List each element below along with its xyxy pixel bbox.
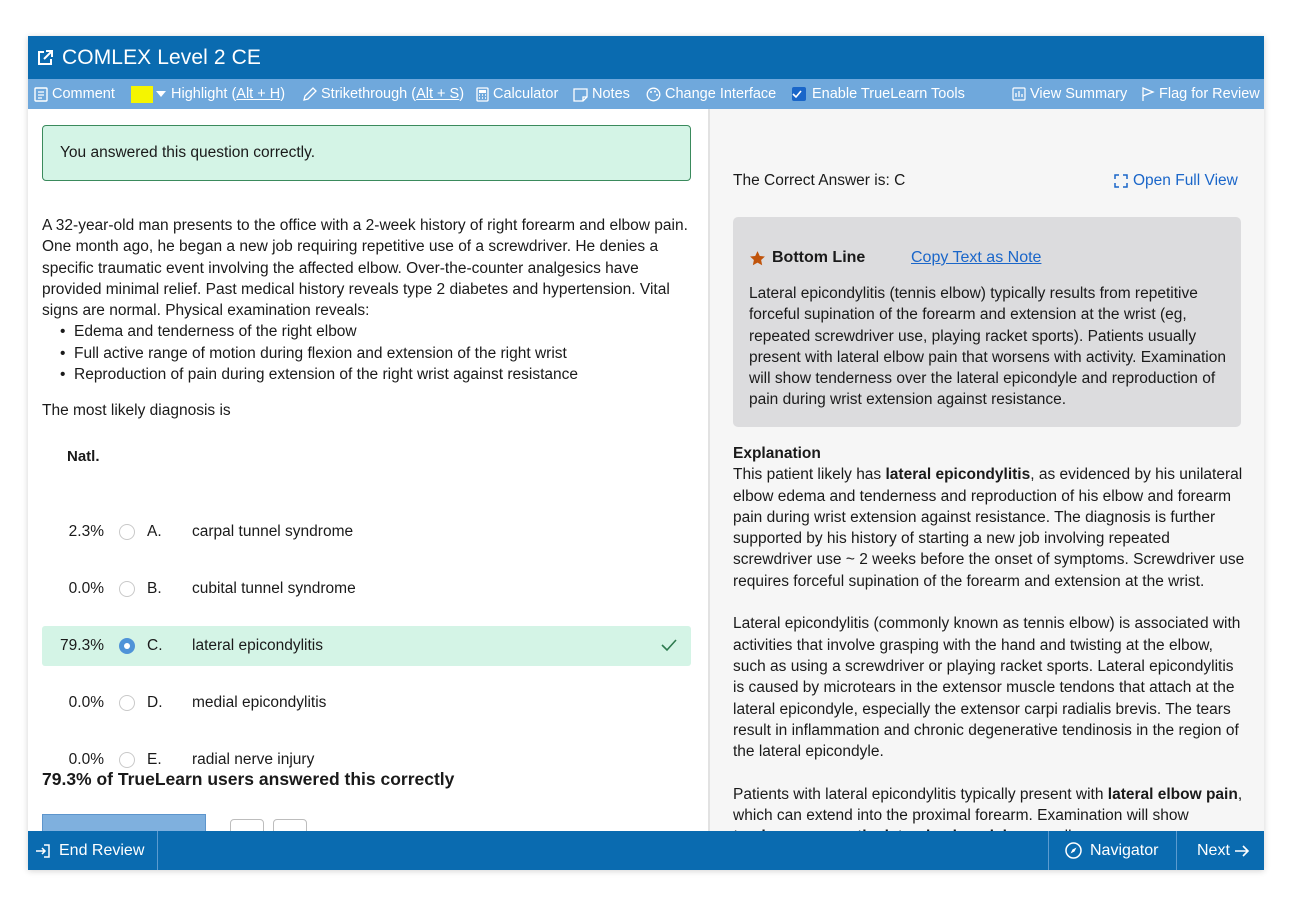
copy-text-as-note-link[interactable]: Copy Text as Note (911, 249, 1042, 266)
change-interface-button[interactable] (646, 79, 776, 109)
findings-list (60, 321, 702, 385)
sign-in-icon (35, 843, 51, 859)
choice-text: radial nerve injury (192, 751, 315, 768)
bottom-navigation-bar (28, 831, 1264, 870)
choice-radio[interactable] (119, 524, 135, 540)
window-title: COMLEX Level 2 CE (62, 45, 261, 69)
choice-text: medial epicondylitis (192, 694, 327, 711)
navigator-label: Navigator (1090, 841, 1159, 859)
choice-letter: E. (147, 751, 162, 768)
choice-radio-selected[interactable] (119, 638, 135, 654)
strikethrough-label-prefix: Strikethrough ( (321, 86, 417, 102)
choice-letter: D. (147, 694, 163, 711)
next-label: Next (1197, 841, 1230, 859)
finding-item: • Full active range of motion during flexion and extension of the right wrist (60, 343, 702, 364)
comment-label: Comment (52, 86, 115, 102)
explanation-paragraph-2: Lateral epicondylitis (commonly known as tennis elbow) is associated with activities that involve grasping with the hand and twisting at the elbow, such as using a screwdriver or playing racket sports. Lateral epicondylitis is caused by microtears in the extensor muscle tendons that attach at the lateral epicondyle, especially the extensor carpi radialis brevis. The tears result in inflammation and chronic degenerative tendinosis in the region of the lateral epicondyle. (733, 615, 1241, 761)
enable-tools-checkbox[interactable] (792, 87, 806, 101)
choice-letter: C. (147, 637, 163, 654)
answer-choice-c[interactable] (42, 626, 691, 666)
end-review-label: End Review (59, 841, 145, 859)
title-bar (28, 36, 1264, 79)
finding-item: • Edema and tenderness of the right elbow (60, 321, 702, 342)
question-pane (28, 109, 708, 831)
navigator-button[interactable] (1065, 831, 1158, 870)
open-full-view-link[interactable] (1114, 172, 1238, 190)
enable-truelearn-tools-toggle[interactable] (792, 79, 965, 109)
highlight-label-prefix: Highlight ( (171, 86, 237, 102)
bottom-bar-separator (1176, 831, 1177, 870)
explanation-title: Explanation (733, 445, 821, 462)
calculator-icon (476, 87, 489, 102)
flag-for-review-label: Flag for Review (1159, 86, 1260, 102)
next-button[interactable] (1197, 831, 1258, 870)
finding-item: • Reproduction of pain during extension of the right wrist against resistance (60, 364, 702, 385)
choice-radio[interactable] (119, 695, 135, 711)
strikethrough-label-suffix: ) (459, 86, 465, 102)
explanation-paragraph-3: Patients with lateral epicondylitis typically present with lateral elbow pain, which can extend into the proximal forearm. Examination will show (733, 785, 1243, 825)
view-summary-button[interactable] (1012, 79, 1127, 109)
question-prompt: The most likely diagnosis is (42, 402, 231, 419)
correct-check-icon (661, 638, 677, 652)
notes-icon (573, 87, 588, 102)
calculator-button[interactable] (476, 79, 558, 109)
percent-correct-stat: 79.3% of TrueLearn users answered this correctly (42, 769, 455, 789)
choice-radio[interactable] (119, 581, 135, 597)
question-stem-text: A 32-year-old man presents to the office with a 2-week history of right forearm and elbow pain. One month ago, he began a new job requiring repetitive use of a screwdriver. He denies a specific traumatic event involving the affected elbow. Over-the-counter analgesics have provided minimal relief. Past medical history reveals type 2 diabetes and hypertension. Vital signs are normal. Physical examination reveals: (42, 217, 688, 320)
choice-text: carpal tunnel syndrome (192, 523, 354, 540)
palette-icon (646, 87, 661, 102)
arrow-right-icon (1234, 844, 1250, 858)
explanation-pane (710, 109, 1264, 831)
choice-radio[interactable] (119, 752, 135, 768)
choice-percent: 0.0% (68, 694, 104, 711)
toolbar (28, 79, 1264, 109)
choice-letter: A. (147, 523, 162, 540)
end-review-button[interactable] (35, 831, 144, 870)
choice-percent: 0.0% (68, 580, 104, 597)
pencil-icon (302, 87, 317, 102)
explanation-body (733, 443, 1245, 869)
exit-share-icon[interactable] (36, 49, 54, 67)
change-interface-label: Change Interface (665, 86, 777, 102)
explanation-paragraph-1: This patient likely has lateral epicondylitis, as evidenced by his unilateral elbow edema and tenderness and reproduction of his elbow and forearm pain during wrist extension against resistance. The diagnosis is further supported by his history of starting a new job involving repeated screwdriver use ~ 2 weeks before the onset of symptoms. Screwdriver use requires forceful supination of the forearm and extension at the wrist. (733, 466, 1245, 590)
choice-letter: B. (147, 580, 162, 597)
bottom-bar-separator (1048, 831, 1049, 870)
natl-header: Natl. (67, 448, 100, 465)
bottom-bar-separator (157, 831, 158, 870)
bottom-line-text: Lateral epicondylitis (tennis elbow) typically results from repetitive forceful supination of the forearm and extension at the wrist (eg, repeated screwdriver use, playing racket sports). Patients usually present with lateral elbow pain that worsens with activity. Examination will show tenderness over the lateral epicondyle and reproduction of pain during wrist extension against resistance. (749, 285, 1226, 409)
enable-tools-label: Enable TrueLearn Tools (812, 86, 965, 102)
bottom-line-heading (749, 249, 865, 267)
result-banner (42, 125, 691, 181)
highlight-button[interactable] (131, 79, 285, 109)
caret-down-icon[interactable] (155, 90, 167, 98)
star-icon (749, 250, 766, 267)
bottom-line-box (733, 217, 1241, 427)
comment-icon (34, 87, 48, 102)
app-window (28, 36, 1264, 870)
bar-chart-icon (1012, 87, 1026, 101)
calculator-label: Calculator (493, 86, 559, 102)
strikethrough-button[interactable] (302, 79, 464, 109)
answer-choice-a[interactable] (42, 512, 691, 552)
highlight-label-suffix: ) (280, 86, 286, 102)
flag-for-review-button[interactable] (1141, 79, 1260, 109)
answer-choice-d[interactable] (42, 683, 691, 723)
notes-button[interactable] (573, 79, 630, 109)
notes-label: Notes (592, 86, 630, 102)
highlight-color-swatch[interactable] (131, 86, 153, 103)
choice-text: cubital tunnel syndrome (192, 580, 356, 597)
result-message: You answered this question correctly. (60, 144, 316, 161)
answer-choice-b[interactable] (42, 569, 691, 609)
compass-icon (1065, 842, 1082, 859)
choice-percent: 2.3% (68, 523, 104, 540)
highlight-shortcut: Alt + H (236, 86, 281, 102)
question-stem (42, 215, 702, 385)
view-summary-label: View Summary (1030, 86, 1128, 102)
flag-icon (1141, 87, 1155, 102)
correct-answer-label: The Correct Answer is: C (733, 172, 906, 189)
comment-button[interactable] (34, 79, 115, 109)
expand-icon (1114, 174, 1128, 188)
choice-percent: 79.3% (60, 637, 104, 654)
checkmark-icon (792, 90, 802, 98)
choice-text: lateral epicondylitis (192, 637, 323, 654)
choice-percent: 0.0% (68, 751, 104, 768)
strikethrough-shortcut: Alt + S (416, 86, 460, 102)
open-full-view-label: Open Full View (1133, 172, 1238, 189)
bottom-line-title: Bottom Line (772, 249, 866, 266)
